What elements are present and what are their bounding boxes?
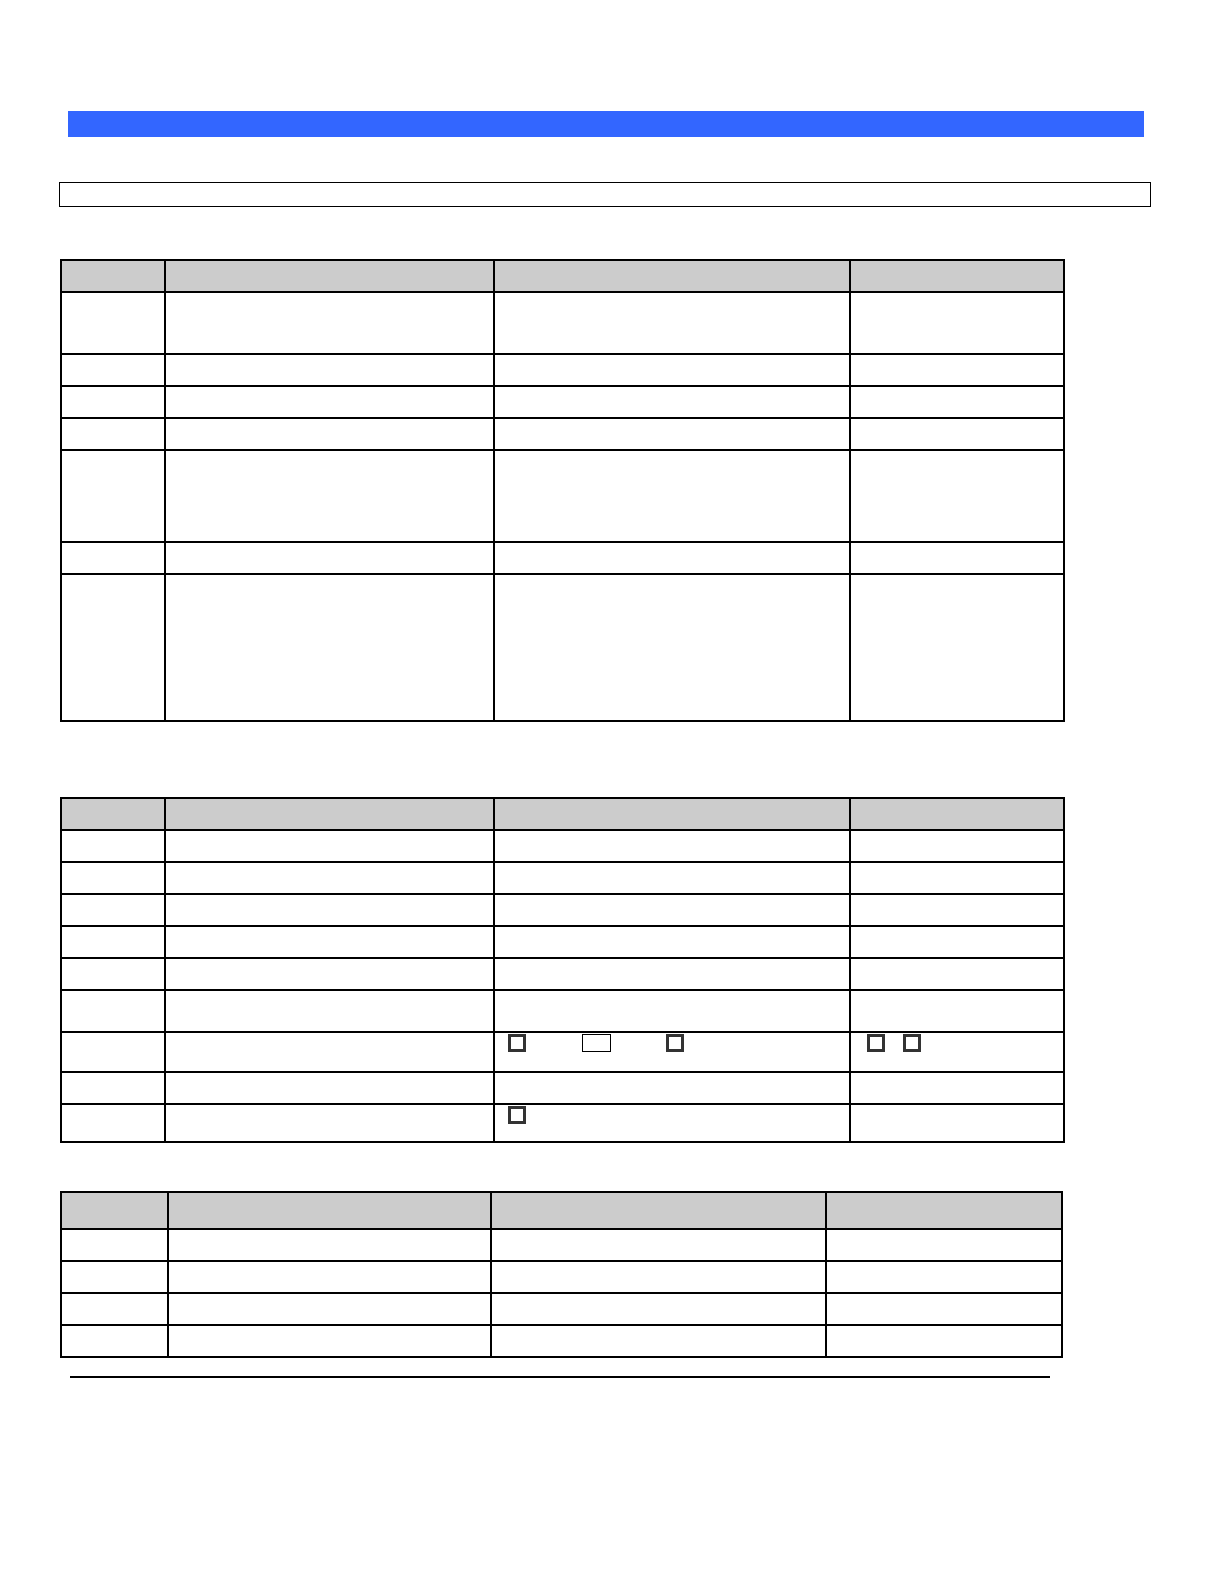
table-cell[interactable] bbox=[61, 574, 165, 721]
table-cell[interactable] bbox=[826, 1229, 1062, 1261]
table-row bbox=[61, 1104, 1064, 1142]
table-cell[interactable] bbox=[168, 1261, 491, 1293]
table-cell[interactable] bbox=[850, 418, 1064, 450]
table-cell[interactable] bbox=[494, 418, 850, 450]
table-cell[interactable] bbox=[850, 830, 1064, 862]
table-header-cell bbox=[491, 1192, 826, 1229]
table-cell[interactable] bbox=[826, 1325, 1062, 1357]
checkbox-cell bbox=[850, 1032, 1064, 1072]
table-cell[interactable] bbox=[165, 386, 494, 418]
table-header-cell bbox=[61, 798, 165, 830]
table-header-cell bbox=[168, 1192, 491, 1229]
table-cell[interactable] bbox=[165, 418, 494, 450]
table-header-cell bbox=[850, 260, 1064, 292]
empty-checkbox-icon[interactable] bbox=[867, 1034, 885, 1052]
table-header-cell bbox=[494, 260, 850, 292]
table-row bbox=[61, 418, 1064, 450]
table-cell[interactable] bbox=[850, 574, 1064, 721]
table-cell[interactable] bbox=[850, 542, 1064, 574]
table-row bbox=[61, 862, 1064, 894]
table-cell[interactable] bbox=[168, 1293, 491, 1325]
table-cell[interactable] bbox=[168, 1229, 491, 1261]
table-cell[interactable] bbox=[168, 1325, 491, 1357]
table-row bbox=[61, 926, 1064, 958]
table-cell[interactable] bbox=[826, 1261, 1062, 1293]
table-cell[interactable] bbox=[850, 894, 1064, 926]
table-cell[interactable] bbox=[165, 1104, 494, 1142]
table-cell[interactable] bbox=[491, 1325, 826, 1357]
table-row bbox=[61, 1072, 1064, 1104]
table-row bbox=[61, 1032, 1064, 1072]
table-header-cell bbox=[61, 1192, 168, 1229]
table-cell[interactable] bbox=[165, 958, 494, 990]
empty-checkbox-icon[interactable] bbox=[903, 1034, 921, 1052]
table-cell[interactable] bbox=[850, 862, 1064, 894]
table-cell[interactable] bbox=[494, 990, 850, 1032]
table-cell[interactable] bbox=[165, 574, 494, 721]
table-row bbox=[61, 542, 1064, 574]
table-cell[interactable] bbox=[165, 862, 494, 894]
table-cell[interactable] bbox=[850, 386, 1064, 418]
table-cell[interactable] bbox=[850, 354, 1064, 386]
table-header-cell bbox=[494, 798, 850, 830]
table-row bbox=[61, 386, 1064, 418]
table-cell[interactable] bbox=[850, 1104, 1064, 1142]
table-header-cell bbox=[826, 1192, 1062, 1229]
empty-checkbox-icon[interactable] bbox=[508, 1034, 526, 1052]
table-cell[interactable] bbox=[61, 1293, 168, 1325]
table-cell[interactable] bbox=[61, 958, 165, 990]
table-cell[interactable] bbox=[61, 354, 165, 386]
table-row bbox=[61, 1293, 1062, 1325]
section-table-2 bbox=[60, 797, 1065, 1143]
table-cell[interactable] bbox=[61, 450, 165, 542]
table-row bbox=[61, 894, 1064, 926]
table-cell[interactable] bbox=[61, 292, 165, 354]
table-cell[interactable] bbox=[826, 1293, 1062, 1325]
table-row bbox=[61, 990, 1064, 1032]
table-header-cell bbox=[165, 798, 494, 830]
table-cell[interactable] bbox=[494, 354, 850, 386]
table-cell[interactable] bbox=[165, 926, 494, 958]
table-cell[interactable] bbox=[61, 542, 165, 574]
table-row bbox=[61, 292, 1064, 354]
table-row bbox=[61, 830, 1064, 862]
info-field[interactable] bbox=[59, 182, 1151, 207]
table-cell[interactable] bbox=[61, 1032, 165, 1072]
table-cell[interactable] bbox=[61, 830, 165, 862]
table-cell[interactable] bbox=[850, 926, 1064, 958]
table-cell[interactable] bbox=[165, 1032, 494, 1072]
table-cell[interactable] bbox=[494, 830, 850, 862]
table-row bbox=[61, 574, 1064, 721]
table-header-row bbox=[61, 798, 1064, 830]
table-header-row bbox=[61, 1192, 1062, 1229]
checkbox-cell bbox=[494, 1104, 850, 1142]
table-cell[interactable] bbox=[61, 1072, 165, 1104]
table-cell[interactable] bbox=[165, 1072, 494, 1104]
table-cell[interactable] bbox=[494, 958, 850, 990]
title-bar bbox=[68, 111, 1144, 137]
table-cell[interactable] bbox=[494, 292, 850, 354]
table-cell[interactable] bbox=[165, 830, 494, 862]
table-cell[interactable] bbox=[61, 926, 165, 958]
table-cell[interactable] bbox=[165, 354, 494, 386]
table-cell[interactable] bbox=[165, 542, 494, 574]
table-cell[interactable] bbox=[61, 418, 165, 450]
table-cell[interactable] bbox=[491, 1293, 826, 1325]
table-cell[interactable] bbox=[494, 894, 850, 926]
table-row bbox=[61, 354, 1064, 386]
table-cell[interactable] bbox=[61, 1229, 168, 1261]
table-row bbox=[61, 1229, 1062, 1261]
table-cell[interactable] bbox=[491, 1261, 826, 1293]
table-cell[interactable] bbox=[165, 894, 494, 926]
table-cell[interactable] bbox=[61, 990, 165, 1032]
table-header-cell bbox=[61, 260, 165, 292]
table-cell[interactable] bbox=[850, 990, 1064, 1032]
empty-checkbox-icon[interactable] bbox=[666, 1034, 684, 1052]
table-cell[interactable] bbox=[491, 1229, 826, 1261]
table-cell[interactable] bbox=[850, 292, 1064, 354]
table-cell[interactable] bbox=[494, 574, 850, 721]
table-cell[interactable] bbox=[61, 894, 165, 926]
table-cell[interactable] bbox=[165, 292, 494, 354]
table-cell[interactable] bbox=[61, 1261, 168, 1293]
table-cell[interactable] bbox=[494, 862, 850, 894]
table-cell[interactable] bbox=[494, 386, 850, 418]
bottom-divider bbox=[70, 1376, 1050, 1378]
table-row bbox=[61, 1325, 1062, 1357]
text-entry-box[interactable] bbox=[582, 1034, 611, 1052]
table-row bbox=[61, 450, 1064, 542]
table-cell[interactable] bbox=[850, 1072, 1064, 1104]
table-cell[interactable] bbox=[850, 958, 1064, 990]
table-cell[interactable] bbox=[850, 450, 1064, 542]
table-cell[interactable] bbox=[61, 1325, 168, 1357]
table-cell[interactable] bbox=[494, 450, 850, 542]
table-cell[interactable] bbox=[494, 1072, 850, 1104]
table-row bbox=[61, 1261, 1062, 1293]
table-header-cell bbox=[165, 260, 494, 292]
table-header-row bbox=[61, 260, 1064, 292]
table-cell[interactable] bbox=[61, 386, 165, 418]
table-cell[interactable] bbox=[165, 450, 494, 542]
table-cell[interactable] bbox=[494, 926, 850, 958]
table-cell[interactable] bbox=[61, 862, 165, 894]
checkbox-cell bbox=[494, 1032, 850, 1072]
section-table-1 bbox=[60, 259, 1065, 722]
section-table-3 bbox=[60, 1191, 1063, 1358]
table-cell[interactable] bbox=[61, 1104, 165, 1142]
table-header-cell bbox=[850, 798, 1064, 830]
table-cell[interactable] bbox=[494, 542, 850, 574]
empty-checkbox-icon[interactable] bbox=[508, 1106, 526, 1124]
table-row bbox=[61, 958, 1064, 990]
table-cell[interactable] bbox=[165, 990, 494, 1032]
